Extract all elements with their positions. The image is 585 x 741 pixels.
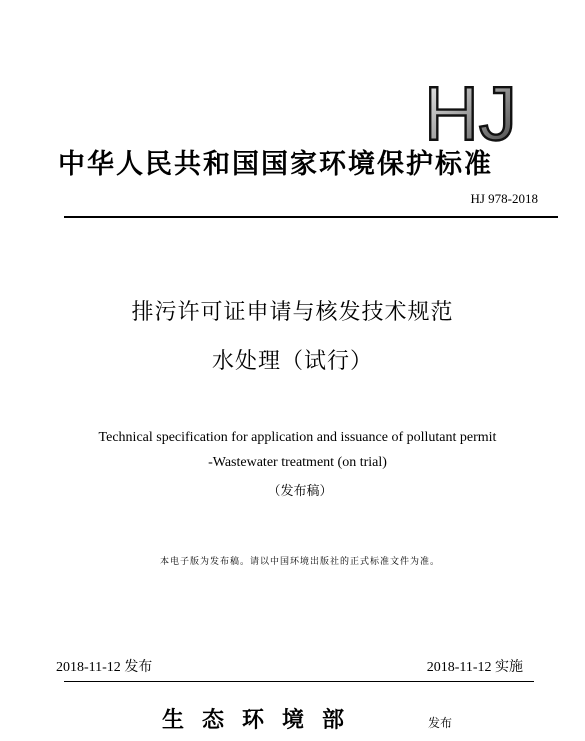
svg-text:HJ: HJ [424,82,517,144]
implementation-date [427,656,523,676]
implementation-date-value: 2018-11-12 [426,660,492,675]
title-english-line2: -Wastewater treatment (on trial) [208,455,387,470]
title-english-line1: Technical specification for application and issuance of pollutant permit [98,430,497,445]
electronic-version-notice: 本电子版为发布稿。请以中国环境出版社的正式标准文件为准。 [159,557,440,567]
issue-date [56,656,152,676]
issue-date-value: 2018-11-12 [56,660,121,675]
footer-divider [64,681,534,682]
title-chinese-line1: 排污许可证申请与核发技术规范 [131,300,454,325]
issue-date-suffix: 发布 [124,659,153,675]
title-chinese-line2: 水处理（试行） [211,349,373,374]
implementation-date-suffix: 实施 [495,659,523,675]
hj-logo [420,82,532,144]
draft-label: （发布稿） [267,484,333,499]
organization-title: 中华人民共和国国家环境保护标准 [58,149,493,180]
header-divider [64,216,558,218]
publisher-suffix: 发布 [428,716,453,730]
publisher-name: 生态环境部 [162,708,363,733]
standard-code: HJ 978-2018 [470,191,538,206]
